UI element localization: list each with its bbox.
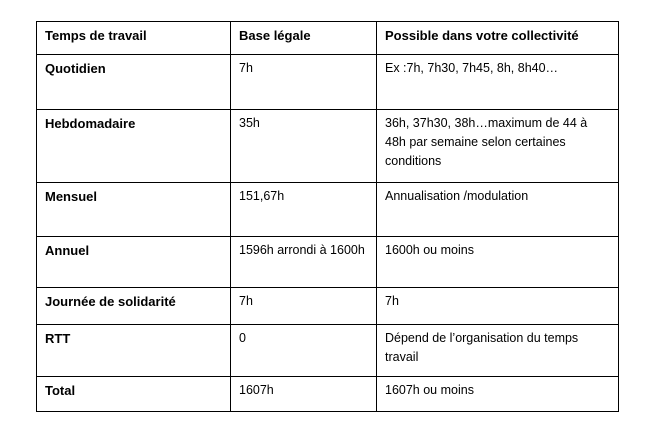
row-possible-value: Ex :7h, 7h30, 7h45, 8h, 8h40… [377, 55, 619, 110]
row-possible-value: 1600h ou moins [377, 237, 619, 288]
row-possible-value: 1607h ou moins [377, 377, 619, 412]
table-row [37, 325, 619, 377]
table-header-row [37, 22, 619, 55]
row-base-value: 1607h [231, 377, 377, 412]
row-label: Journée de solidarité [37, 288, 231, 325]
row-label: Mensuel [37, 183, 231, 237]
row-label: Total [37, 377, 231, 412]
working-time-table [36, 21, 619, 412]
row-label: Annuel [37, 237, 231, 288]
table-row [37, 55, 619, 110]
table-row [37, 183, 619, 237]
header-temps-de-travail: Temps de travail [37, 22, 231, 55]
row-base-value: 151,67h [231, 183, 377, 237]
row-label: Hebdomadaire [37, 110, 231, 183]
row-base-value: 35h [231, 110, 377, 183]
row-label: Quotidien [37, 55, 231, 110]
row-label: RTT [37, 325, 231, 377]
row-possible-value: Annualisation /modulation [377, 183, 619, 237]
row-base-value: 7h [231, 288, 377, 325]
table-row [37, 237, 619, 288]
row-possible-value: 7h [377, 288, 619, 325]
row-possible-value: Dépend de l’organisation du temps travail [377, 325, 619, 377]
row-possible-value: 36h, 37h30, 38h…maximum de 44 à 48h par semaine selon certaines conditions [377, 110, 619, 183]
row-base-value: 7h [231, 55, 377, 110]
table-row [37, 377, 619, 412]
table-row [37, 110, 619, 183]
table-row [37, 288, 619, 325]
row-base-value: 1596h arrondi à 1600h [231, 237, 377, 288]
row-base-value: 0 [231, 325, 377, 377]
header-base-legale: Base légale [231, 22, 377, 55]
header-possible: Possible dans votre collectivité [377, 22, 619, 55]
